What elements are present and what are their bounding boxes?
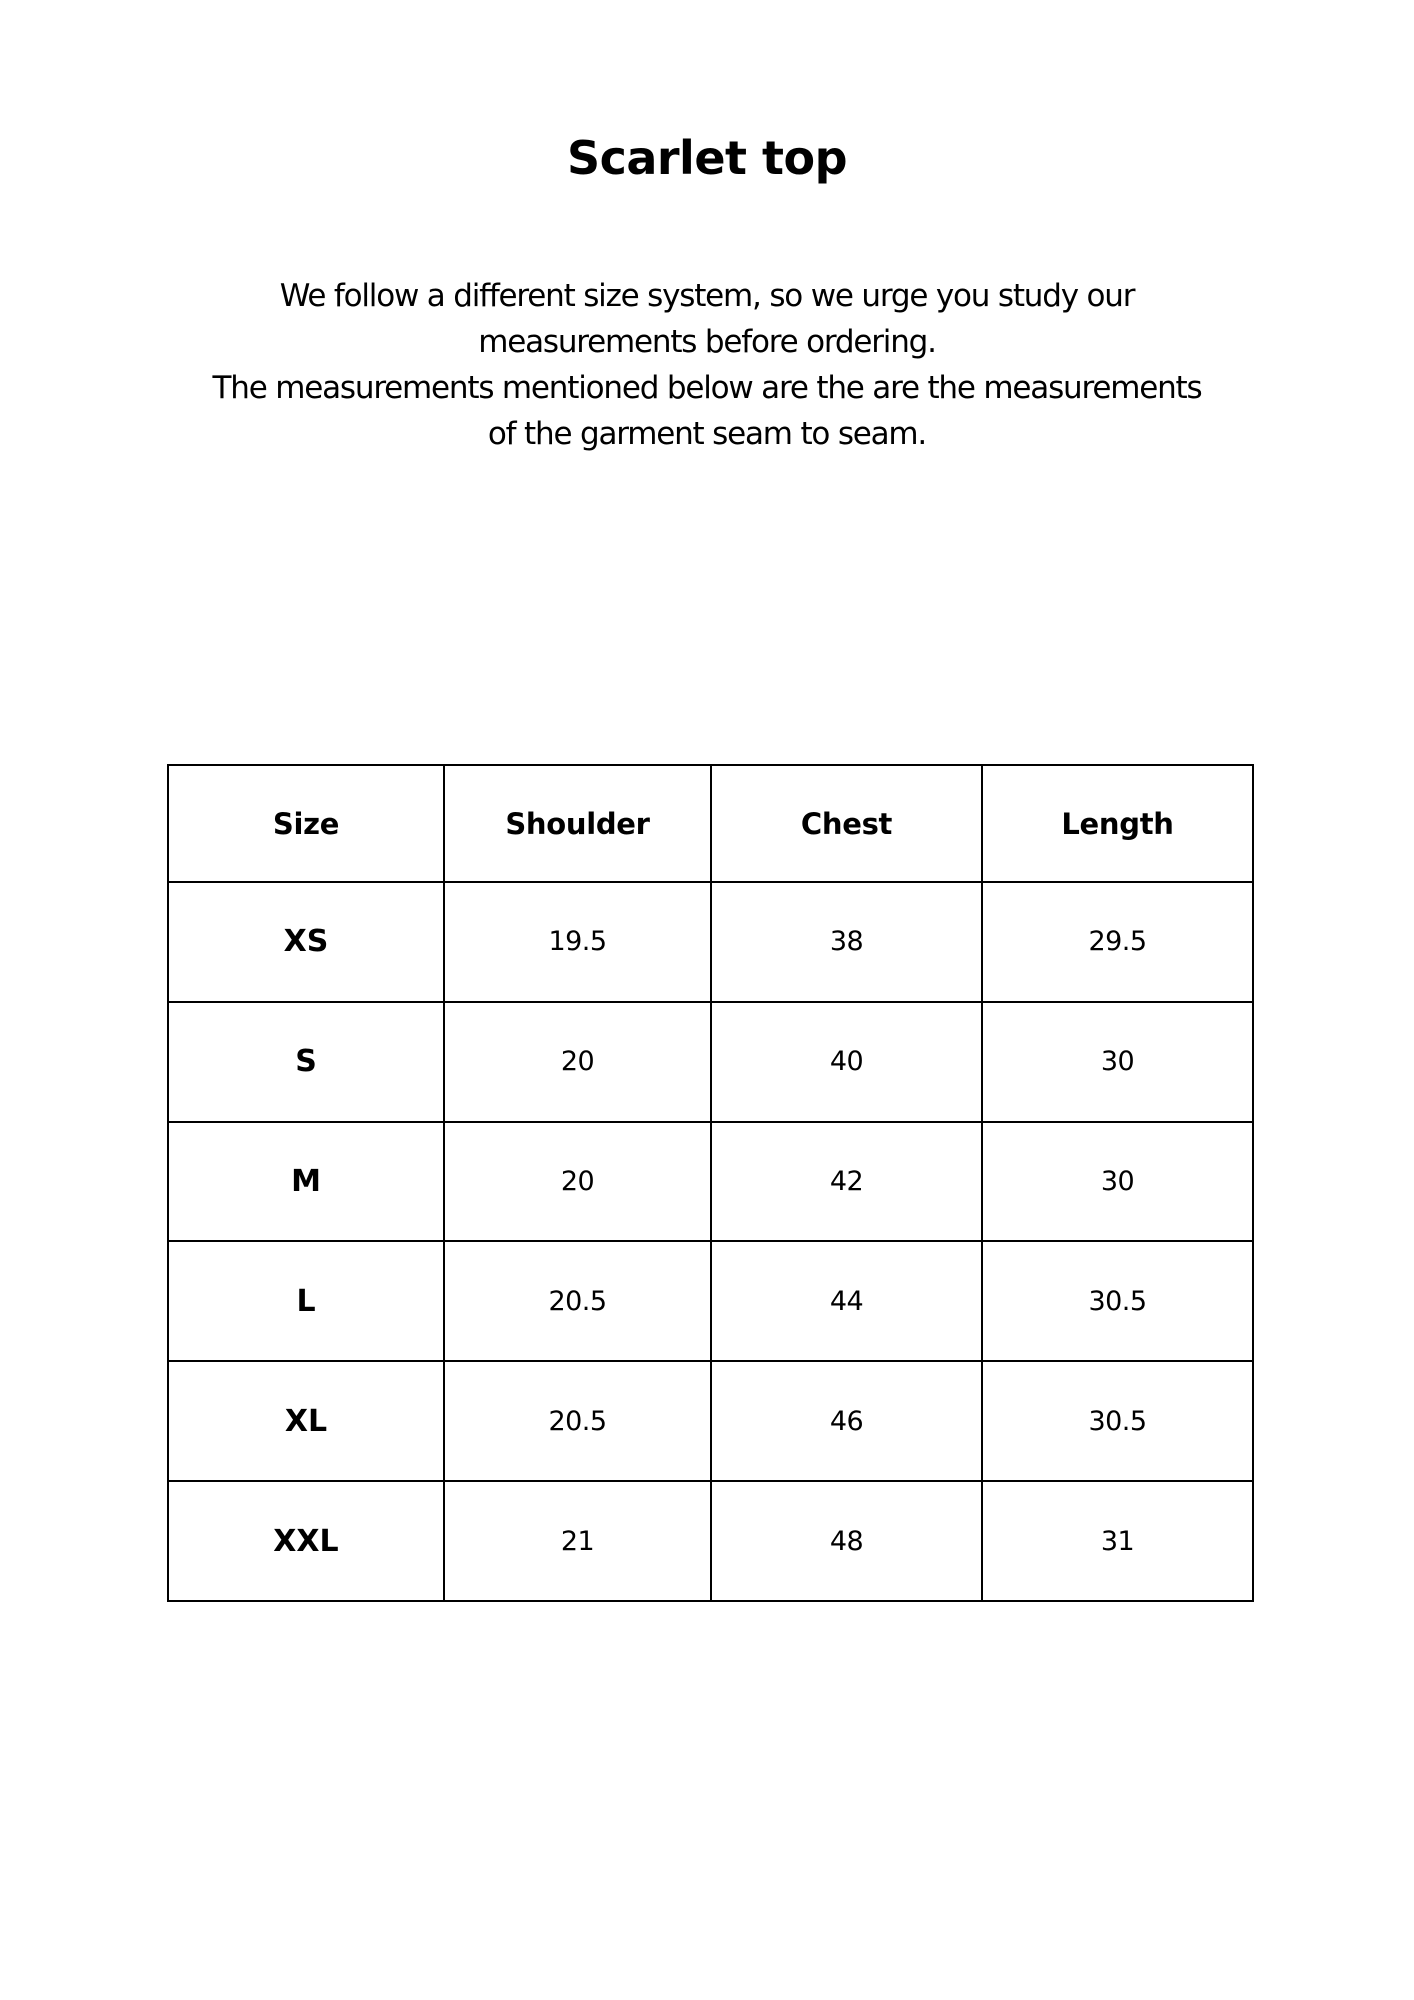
header-length: Length [982,765,1253,882]
chest-cell: 48 [711,1481,982,1601]
table-row [168,1361,1253,1481]
size-cell: M [168,1122,444,1242]
shoulder-cell: 20 [444,1002,711,1122]
size-cell: L [168,1241,444,1361]
intro-line: We follow a different size system, so we urge you study our [279,278,1135,314]
shoulder-cell: 20.5 [444,1241,711,1361]
header-size: Size [168,765,444,882]
table-row [168,1481,1253,1601]
size-chart-table [167,764,1254,1602]
chest-cell: 42 [711,1122,982,1242]
shoulder-cell: 20.5 [444,1361,711,1481]
intro-line: of the garment seam to seam. [487,416,927,452]
length-cell: 30.5 [982,1241,1253,1361]
table-row [168,882,1253,1002]
size-cell: XS [168,882,444,1002]
shoulder-cell: 21 [444,1481,711,1601]
intro-line: The measurements mentioned below are the are the measurements [212,370,1202,406]
page-title: Scarlet top [566,131,848,185]
size-cell: XXL [168,1481,444,1601]
intro-paragraph [157,273,1257,457]
table-row [168,1122,1253,1242]
table-row [168,1241,1253,1361]
size-cell: S [168,1002,444,1122]
table-row [168,1002,1253,1122]
length-cell: 31 [982,1481,1253,1601]
table-header-row [168,765,1253,882]
chest-cell: 46 [711,1361,982,1481]
header-chest: Chest [711,765,982,882]
length-cell: 30 [982,1002,1253,1122]
length-cell: 30.5 [982,1361,1253,1481]
length-cell: 30 [982,1122,1253,1242]
chest-cell: 44 [711,1241,982,1361]
size-cell: XL [168,1361,444,1481]
intro-line: measurements before ordering. [478,324,936,360]
length-cell: 29.5 [982,882,1253,1002]
shoulder-cell: 20 [444,1122,711,1242]
header-shoulder: Shoulder [444,765,711,882]
chest-cell: 38 [711,882,982,1002]
chest-cell: 40 [711,1002,982,1122]
shoulder-cell: 19.5 [444,882,711,1002]
